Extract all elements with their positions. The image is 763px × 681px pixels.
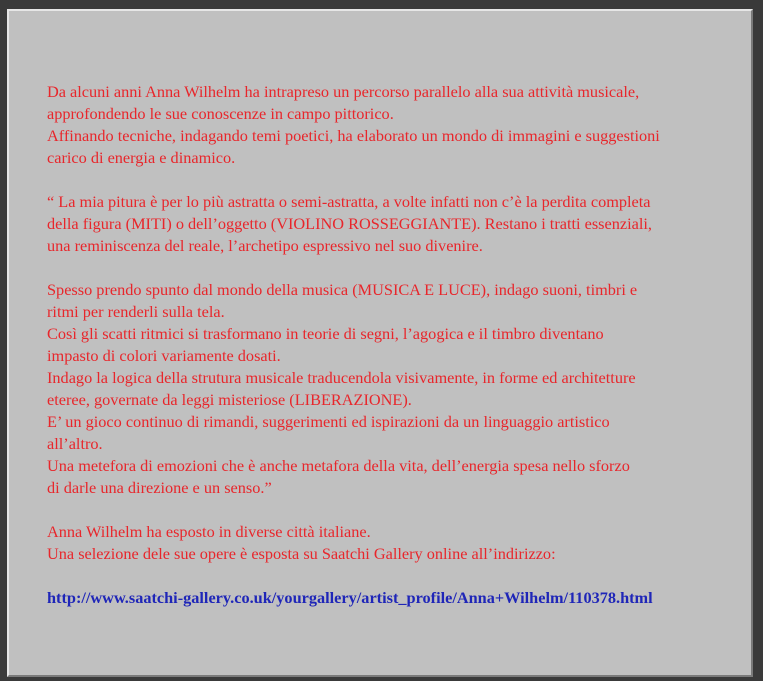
text-line: approfondendo le sue conoscenze in campo pittorico.	[47, 104, 394, 123]
text-line: Una metefora di emozioni che è anche metafora della vita, dell’energia spesa nello sforzo	[47, 456, 630, 475]
text-line: Spesso prendo spunto dal mondo della musica (MUSICA E LUCE), indago suoni, timbri e	[47, 280, 638, 299]
text-line: eteree, governate da leggi misteriose (LIBERAZIONE).	[47, 390, 412, 409]
saatchi-gallery-link[interactable]: http://www.saatchi-gallery.co.uk/yourgallery/artist_profile/Anna+Wilhelm/110378.html	[47, 588, 653, 607]
text-line: all’altro.	[47, 434, 103, 453]
text-line: carico di energia e dinamico.	[47, 148, 236, 167]
text-line: ritmi per renderli sulla tela.	[47, 302, 225, 321]
paragraph-spacer	[47, 499, 747, 521]
paragraph-spacer	[47, 565, 747, 587]
text-line: Affinando tecniche, indagando temi poetici, ha elaborato un mondo di immagini e suggestioni	[47, 126, 660, 145]
text-line: E’ un gioco continuo di rimandi, suggerimenti ed ispirazioni da un linguaggio artistico	[47, 412, 610, 431]
text-line: di darle una direzione e un senso.”	[47, 478, 272, 497]
text-line: Indago la logica della strutura musicale traducendola visivamente, in forme ed architetture	[47, 368, 636, 387]
text-line: Così gli scatti ritmici si trasformano in teorie di segni, l’agogica e il timbro diventano	[47, 324, 604, 343]
text-line: Anna Wilhelm ha esposto in diverse città italiane.	[47, 522, 371, 541]
content-panel	[7, 9, 753, 677]
paragraph-spacer	[47, 169, 747, 191]
text-line: Da alcuni anni Anna Wilhelm ha intrapreso un percorso parallelo alla sua attività musicale,	[47, 82, 640, 101]
text-line: una reminiscenza del reale, l’archetipo espressivo nel suo divenire.	[47, 236, 483, 255]
text-line: della figura (MITI) o dell’oggetto (VIOLINO ROSSEGGIANTE). Restano i tratti essenziali,	[47, 214, 652, 233]
text-line: “ La mia pitura è per lo più astratta o semi-astratta, a volte infatti non c’è la perdita completa	[47, 192, 651, 211]
text-line: impasto di colori variamente dosati.	[47, 346, 281, 365]
paragraph-spacer	[47, 257, 747, 279]
biography-text	[47, 81, 747, 609]
text-line: Una selezione dele sue opere è esposta su Saatchi Gallery online all’indirizzo:	[47, 544, 556, 563]
